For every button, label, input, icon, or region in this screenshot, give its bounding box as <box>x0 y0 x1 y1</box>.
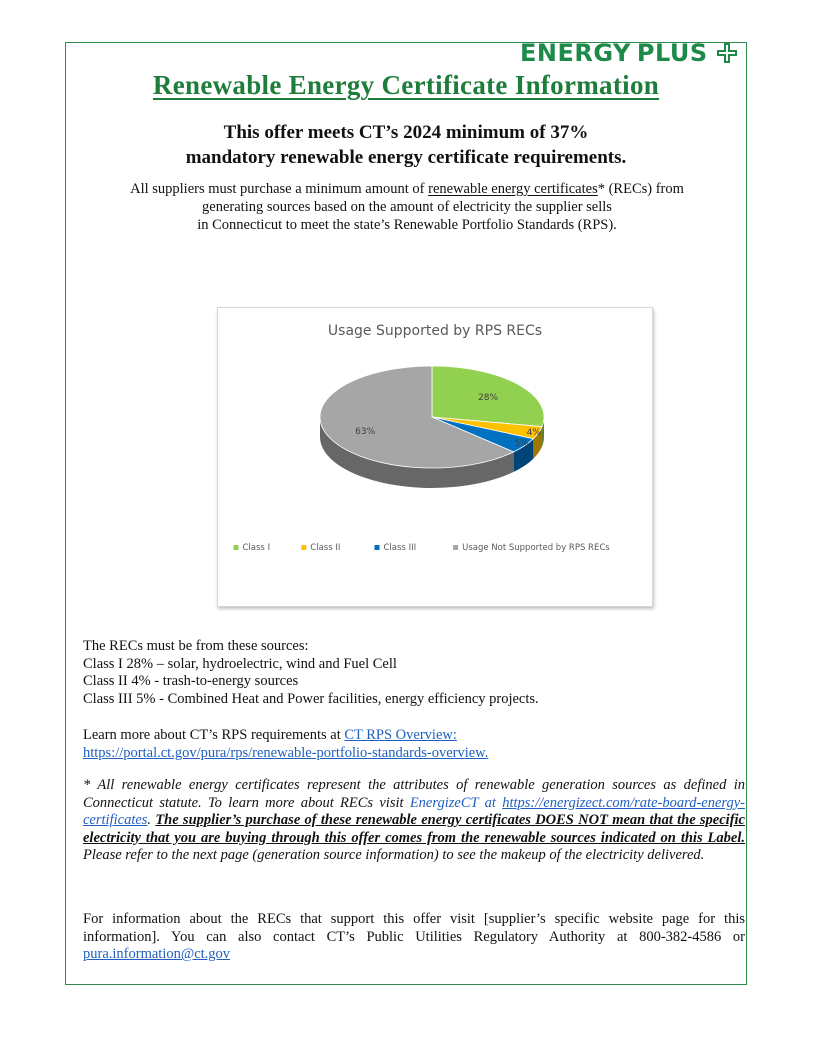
rec-sources-section <box>83 638 745 708</box>
offer-line-2: mandatory renewable energy certificate requirements. <box>185 147 627 168</box>
offer-statement <box>65 120 747 170</box>
footnote-period: . <box>147 812 156 828</box>
page-title: Renewable Energy Certificate Information <box>152 70 660 100</box>
sources-heading: The RECs must be from these sources: <box>83 638 309 654</box>
legend-swatch-class-iii <box>375 545 380 550</box>
footnote-section <box>83 777 745 865</box>
legend-label-class-i: Class I <box>242 543 271 553</box>
pie-chart-canvas <box>218 308 652 606</box>
legend-swatch-usage-not-supported-by-rps-recs <box>453 545 458 550</box>
plus-logo-icon <box>716 42 738 64</box>
energizect-link[interactable]: EnergizeCT at <box>409 794 496 811</box>
learn-more-section <box>83 727 745 762</box>
logo-word-energy: ENERGY <box>520 39 631 67</box>
source-item-class-ii: Class II 4% - trash-to-energy sources <box>83 673 299 689</box>
intro-paragraph <box>75 180 739 234</box>
intro-text-1: All suppliers must purchase a minimum amount of <box>130 181 429 197</box>
pura-email-link[interactable]: pura.information@ct.gov <box>83 946 231 962</box>
legend-label-class-ii: Class II <box>310 543 341 553</box>
legend-label-class-iii: Class III <box>383 543 417 553</box>
intro-line-2: generating sources based on the amount of electricity the supplier sells <box>202 199 612 215</box>
footnote-text-1: * All renewable energy certificates represent the attributes of renewable generation sources as defined in Connecticut statute. To learn more about RECs visit <box>83 777 745 811</box>
pie-label-class-i: 28% <box>478 392 499 403</box>
source-item-class-iii: Class III 5% - Combined Heat and Power facilities, energy efficiency projects. <box>83 690 539 707</box>
contact-text: For information about the RECs that support this offer visit [supplier’s specific website page for this information]. You can also contact CT’s Public Utilities Regulatory Authority at 800-382-4586 or <box>83 911 745 945</box>
rps-pie-chart <box>217 307 653 607</box>
contact-section <box>83 911 745 964</box>
ct-rps-overview-link[interactable]: CT RPS Overview: <box>344 727 457 743</box>
legend-label-usage-not-supported-by-rps-recs: Usage Not Supported by RPS RECs <box>462 543 610 553</box>
logo-word-plus: PLUS <box>636 39 708 67</box>
source-item-class-i: Class I 28% – solar, hydroelectric, wind and Fuel Cell <box>83 655 397 672</box>
legend-swatch-class-ii <box>301 545 306 550</box>
footnote-disclaimer: The supplier’s purchase of these renewable energy certificates DOES NOT mean that the specific electricity that you are buying through this offer comes from the renewable sources indicated on this Label. <box>83 812 745 846</box>
pie-label-class-iii: 5% <box>514 439 529 450</box>
energizect-url-link[interactable]: https://energizect.com/rate-board-energy-certificates <box>83 794 746 828</box>
offer-line-1: This offer meets CT’s 2024 minimum of 37% <box>223 122 589 143</box>
chart-title: Usage Supported by RPS RECs <box>327 323 543 339</box>
pie-label-usage-not-supported-by-rps-recs: 63% <box>355 427 376 438</box>
ct-rps-overview-url-link[interactable]: https://portal.ct.gov/pura/rps/renewable-portfolio-standards-overview. <box>83 744 489 761</box>
energy-plus-logo <box>520 38 738 68</box>
footnote-text-2: Please refer to the next page (generation source information) to see the makeup of the electricity delivered. <box>83 847 705 863</box>
pie-label-class-ii: 4% <box>526 427 541 438</box>
intro-text-2: * (RECs) from <box>597 181 684 197</box>
learn-more-text: Learn more about CT’s RPS requirements at <box>83 727 345 743</box>
rec-term-link: renewable energy certificates <box>428 181 598 197</box>
legend-swatch-class-i <box>234 545 239 550</box>
intro-line-3: in Connecticut to meet the state’s Renewable Portfolio Standards (RPS). <box>197 217 617 233</box>
